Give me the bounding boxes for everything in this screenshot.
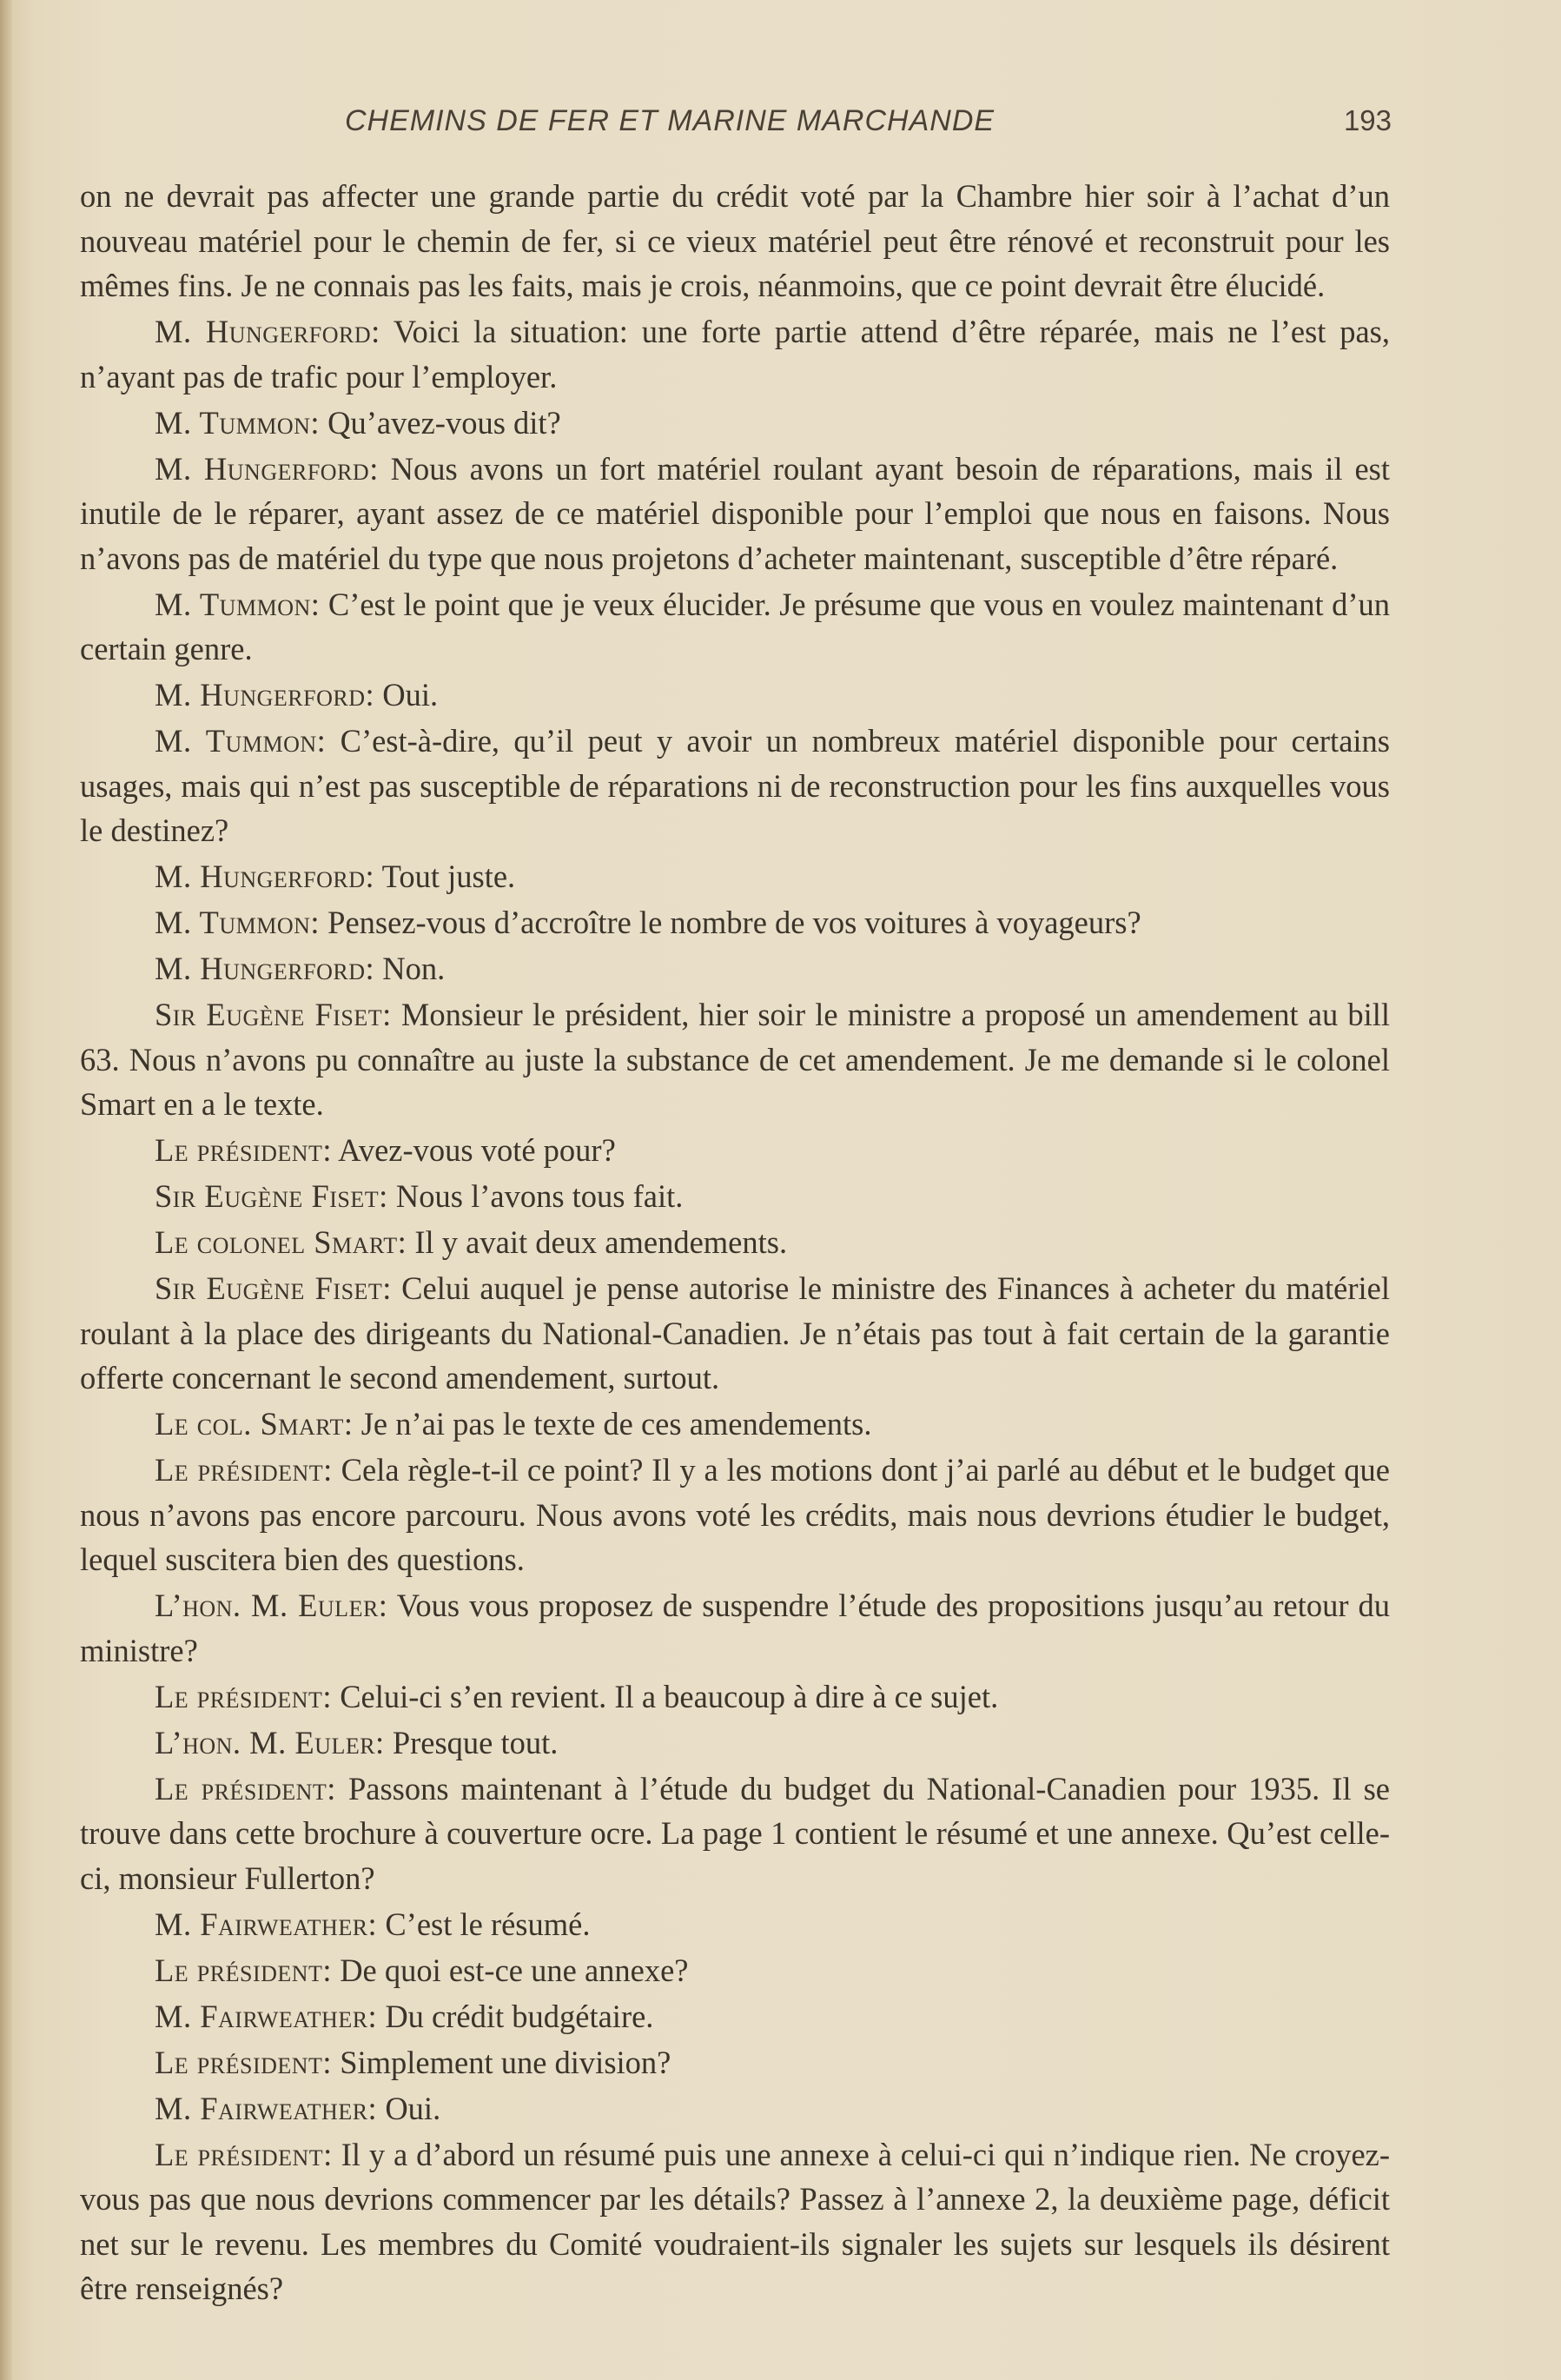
speaker-name: M. Hungerford:	[155, 859, 375, 894]
speaker-name: M. Fairweather:	[155, 1998, 378, 2034]
speaker-name: Le président:	[155, 1452, 333, 1488]
paragraph-text: Non.	[374, 951, 446, 986]
paragraph	[80, 1583, 1390, 1673]
speaker-name: M. Hungerford:	[155, 450, 379, 487]
paragraph-text: Presque tout.	[384, 1724, 559, 1760]
paragraph-text: Vous vous proposez de suspendre l’étude des propositions jusqu’au retour du ministre?	[80, 1588, 1390, 1668]
paragraph-text: Oui.	[377, 2090, 441, 2126]
paragraph-text: Du crédit budgétaire.	[377, 1998, 654, 2034]
paragraph	[80, 1902, 1390, 1947]
paragraph	[80, 992, 1390, 1127]
paragraph-text: C’est le résumé.	[377, 1906, 591, 1942]
paragraph-text: Oui.	[374, 677, 439, 713]
paragraph-text: Monsieur le président, hier soir le ministre a proposé un amendement au bill 63. Nous n’avons pu connaître au juste la substance de cet amendement. Je me demande si le colonel Smart en a le texte.	[80, 997, 1390, 1122]
speaker-name: Sir Eugène Fiset:	[155, 997, 392, 1032]
paragraph-text: Tout juste.	[374, 859, 516, 894]
paragraph-text: De quoi est-ce une annexe?	[332, 1952, 689, 1988]
speaker-name: L’hon. M. Euler:	[155, 1588, 388, 1623]
paragraph	[80, 1448, 1390, 1582]
transcript-body	[80, 174, 1390, 2312]
paragraph	[80, 1266, 1390, 1401]
speaker-name: M. Hungerford:	[155, 951, 375, 986]
paragraph	[80, 1220, 1390, 1265]
speaker-name: M. Tummon:	[155, 586, 321, 622]
speaker-name: M. Fairweather:	[155, 1906, 378, 1942]
paragraph	[80, 2132, 1390, 2311]
speaker-name: Le président:	[155, 1132, 333, 1168]
speaker-name: Le col. Smart:	[155, 1406, 354, 1442]
paragraph-text: Il y avait deux amendements.	[407, 1224, 788, 1260]
paragraph-text: Cela règle-t-il ce point? Il y a les motions dont j’ai parlé au début et le budget que nous n’avons pas encore parcouru. Nous avons voté les crédits, mais nous devrions étudier le budget, lequel suscitera bien des questions.	[80, 1452, 1391, 1577]
speaker-name: M. Fairweather:	[155, 2090, 378, 2126]
page-gutter-shadow	[0, 0, 12, 2380]
speaker-name: M. Tummon:	[155, 404, 321, 441]
paragraph	[80, 900, 1390, 945]
speaker-name: M. Hungerford:	[155, 314, 380, 349]
paragraph	[80, 946, 1390, 991]
speaker-name: M. Tummon:	[155, 905, 321, 940]
paragraph-text: Voici la situation: une forte partie attend d’être réparée, mais ne l’est pas, n’ayant pas de trafic pour l’employer.	[80, 314, 1390, 394]
paragraph-text: C’est le point que je veux élucider. Je présume que vous en voulez maintenant d’un certain genre.	[80, 586, 1390, 666]
paragraph	[80, 582, 1390, 672]
paragraph-text: C’est-à-dire, qu’il peut y avoir un nombreux matériel disponible pour certains usages, mais qui n’est pas susceptible de réparations ni de reconstruction pour les fins auxquelles vous le destinez?	[80, 723, 1390, 848]
paragraph-text: Avez-vous voté pour?	[332, 1132, 616, 1168]
paragraph-text: Il y a d’abord un résumé puis une annexe à celui-ci qui n’indique rien. Ne croyez-vous pas que nous devrions commencer par les détails? Passez à l’annexe 2, la deuxième page, déficit net sur le revenu. Les membres du Comité voudraient-ils signaler les sujets sur lesquels ils désirent être renseignés?	[80, 2136, 1390, 2306]
paragraph-text: Nous l’avons tous fait.	[387, 1178, 684, 1214]
paragraph	[80, 719, 1390, 853]
paragraph-text: Nous avons un fort matériel roulant ayant besoin de réparations, mais il est inutile de le réparer, ayant assez de ce matériel disponible pour l’emploi que nous en faisons. Nous n’avons pas de matériel du type que nous projetons d’acheter maintenant, susceptible d’être réparé.	[80, 450, 1390, 576]
speaker-name: Le président:	[155, 2044, 333, 2080]
paragraph-text: Simplement une division?	[332, 2044, 671, 2080]
page-number: 193	[1343, 104, 1392, 136]
paragraph	[80, 2040, 1390, 2085]
paragraph-text: Passons maintenant à l’étude du budget du National-Canadien pour 1935. Il se trouve dans cette brochure à couverture ocre. La page 1 contient le résumé et une annexe. Qu’est celle-ci, monsieur Fullerton?	[80, 1770, 1390, 1896]
running-title: CHEMINS DE FER ET MARINE MARCHANDE	[345, 104, 995, 137]
paragraph	[80, 854, 1390, 899]
paragraph	[80, 1674, 1390, 1720]
speaker-name: Le président:	[155, 1770, 336, 1807]
paragraph	[80, 1402, 1390, 1447]
paragraph	[80, 2086, 1390, 2131]
paragraph-text: Je n’ai pas le texte de ces amendements.	[353, 1406, 872, 1442]
paragraph-text: Qu’avez-vous dit?	[320, 404, 561, 441]
paragraph	[80, 673, 1390, 718]
paragraph	[80, 1994, 1390, 2039]
speaker-name: Le président:	[155, 2136, 333, 2172]
paragraph	[80, 1948, 1390, 1993]
speaker-name: Le colonel Smart:	[155, 1224, 407, 1260]
paragraph	[80, 1128, 1390, 1173]
paragraph-text: Celui-ci s’en revient. Il a beaucoup à dire à ce sujet.	[332, 1678, 999, 1714]
paragraph	[80, 1767, 1390, 1901]
page-header	[80, 104, 1392, 148]
paragraph	[80, 174, 1390, 308]
paragraph-text: on ne devrait pas affecter une grande partie du crédit voté par la Chambre hier soir à l’achat d’un nouveau matériel pour le chemin de fer, si ce vieux matériel peut être rénové et reconstruit pour les mêmes fins. Je ne connais pas les faits, mais je crois, néanmoins, que ce point devrait être élucidé.	[80, 178, 1390, 303]
paragraph	[80, 309, 1390, 399]
paragraph	[80, 1720, 1390, 1766]
speaker-name: Sir Eugène Fiset:	[155, 1178, 388, 1214]
speaker-name: Le président:	[155, 1952, 333, 1988]
speaker-name: L’hon. M. Euler:	[155, 1724, 385, 1760]
paragraph	[80, 447, 1390, 581]
paragraph-text: Pensez-vous d’accroître le nombre de vos voitures à voyageurs?	[320, 905, 1141, 940]
speaker-name: Le président:	[155, 1678, 333, 1714]
paragraph-text: Celui auquel je pense autorise le ministre des Finances à acheter du matériel roulant à la place des dirigeants du National-Canadien. Je n’étais pas tout à fait certain de la garantie offerte concernant le second amendement, surtout.	[80, 1270, 1390, 1396]
speaker-name: M. Tummon:	[155, 723, 327, 759]
paragraph	[80, 401, 1390, 446]
speaker-name: Sir Eugène Fiset:	[155, 1270, 392, 1306]
speaker-name: M. Hungerford:	[155, 677, 375, 713]
paragraph	[80, 1174, 1390, 1219]
